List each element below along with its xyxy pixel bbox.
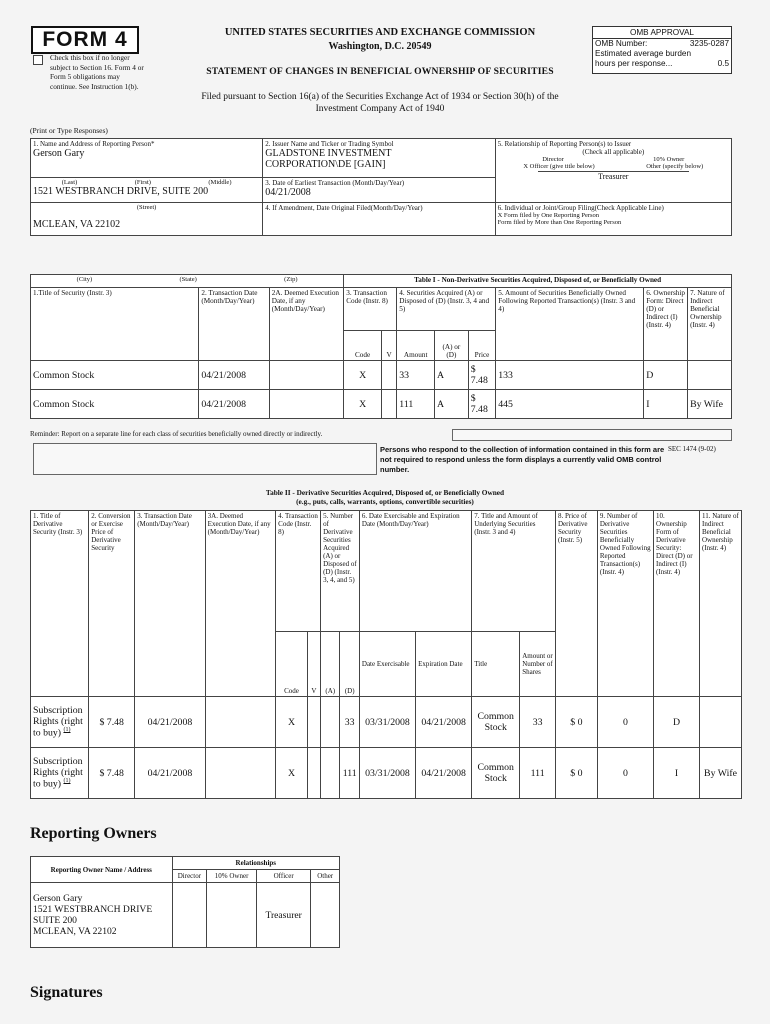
officer-option-label: Officer (give title below) xyxy=(529,163,595,170)
t1-row2-v xyxy=(381,390,396,419)
t2-row2-title-cell xyxy=(31,748,89,799)
name-parts-cell xyxy=(31,178,263,203)
earliest-date-cell xyxy=(263,178,495,203)
reporting-owners-heading: Reporting Owners xyxy=(30,825,157,842)
t2-h9: 9. Number of Derivative Securities Beneficially Owned Following Reported Transaction(s) (Instr. 4) xyxy=(597,511,653,697)
t2-row1-nature xyxy=(700,697,742,748)
omb-number-label: OMB Number: xyxy=(595,39,648,48)
t2-h3a: 3A. Deemed Execution Date, if any (Month/Day/Year) xyxy=(205,511,275,697)
t2-row1-date: 04/21/2008 xyxy=(135,697,205,748)
reporting-owners-table xyxy=(30,856,340,948)
t1-h5: 5. Amount of Securities Beneficially Owned Following Reported Transaction(s) (Instr. 3 and 4) xyxy=(496,288,644,361)
officer-mark: X xyxy=(523,163,529,170)
t2-row2-code: X xyxy=(276,748,308,799)
t1-row2-code: X xyxy=(344,390,382,419)
name-label: 1. Name and Address of Reporting Person* xyxy=(33,140,155,148)
t2-row2-underlying-amount: 111 xyxy=(520,748,556,799)
t1-h4: 4. Securities Acquired (A) or Disposed of (D) (Instr. 3, 4 and 5) xyxy=(397,288,496,331)
no-longer-subject-checkbox[interactable] xyxy=(33,55,43,65)
statement-title: STATEMENT OF CHANGES IN BENEFICIAL OWNERSHIP OF SECURITIES xyxy=(206,66,554,77)
owner-city: MCLEAN, VA 22102 xyxy=(33,926,117,937)
earliest-date: 04/21/2008 xyxy=(265,187,311,198)
t1-row1-price: $ 7.48 xyxy=(468,361,496,390)
city-state-cell xyxy=(31,203,263,236)
form-title: FORM 4 xyxy=(31,26,139,54)
t2-h8: 8. Price of Derivative Security (Instr. 5) xyxy=(555,511,597,697)
signatures-heading: Signatures xyxy=(30,984,103,1001)
agency-city: Washington, D.C. 20549 xyxy=(328,41,432,52)
t1-row1-ad: A xyxy=(435,361,469,390)
t2-row2-date: 04/21/2008 xyxy=(135,748,205,799)
t2-row2-deemed xyxy=(205,748,275,799)
officer-header: Officer xyxy=(256,870,310,883)
t1-row2-form: I xyxy=(644,390,688,419)
t1-row2-amount: 111 xyxy=(397,390,435,419)
agency-name: UNITED STATES SECURITIES AND EXCHANGE COMMISSION xyxy=(224,27,536,38)
relationship-row2 xyxy=(498,163,729,170)
relationship-row1 xyxy=(498,156,729,163)
t2-row2-v xyxy=(307,748,320,799)
reporting-person-street: 1521 WESTBRANCH DRIVE, SUITE 200 xyxy=(33,186,209,197)
table1-title: Table I - Non-Derivative Securities Acquired, Disposed of, or Beneficially Owned xyxy=(344,275,732,288)
street-label: (Street) xyxy=(136,204,157,211)
table2-subtitle: (e.g., puts, calls, warrants, options, convertible securities) xyxy=(296,497,474,506)
owner-address-cell xyxy=(31,883,173,948)
t1-location-labels xyxy=(31,275,344,288)
t2-h4: 4. Transaction Code (Instr. 8) xyxy=(276,511,321,632)
issuer-name-line2: CORPORATION\DE [GAIN] xyxy=(265,159,386,170)
t2-row2-conv: $ 7.48 xyxy=(89,748,135,799)
t2-date-exercisable-header: Date Exercisable xyxy=(359,632,415,697)
issuer-cell xyxy=(263,139,495,178)
name-parts-labels xyxy=(33,179,260,186)
relationship-label: 5. Relationship of Reporting Person(s) to Issuer xyxy=(497,140,632,148)
t1-row2-date: 04/21/2008 xyxy=(199,390,269,419)
owner-name-header: Reporting Owner Name / Address xyxy=(31,857,173,883)
t2-row2-a xyxy=(321,748,340,799)
table2-derivative xyxy=(30,510,742,799)
t2-row2-expiration: 04/21/2008 xyxy=(416,748,472,799)
t2-row1-a xyxy=(321,697,340,748)
owner-other-value xyxy=(311,883,340,948)
filed-pursuant xyxy=(150,91,610,115)
t1-row2-nature: By Wife xyxy=(688,390,732,419)
individual-filing-cell xyxy=(495,203,731,236)
omb-hours-label: hours per response... xyxy=(595,59,673,68)
reporting-person-city: MCLEAN, VA 22102 xyxy=(33,219,121,230)
t1-location-labels-row xyxy=(33,276,341,283)
omb-title: OMB APPROVAL xyxy=(593,27,731,39)
t2-h6: 6. Date Exercisable and Expiration Date (Month/Day/Year) xyxy=(359,511,471,632)
first-label: (First) xyxy=(134,179,151,186)
officer-option xyxy=(523,163,594,170)
last-label: (Last) xyxy=(61,179,78,186)
table2-title: Table II - Derivative Securities Acquired, Disposed of, or Beneficially Owned xyxy=(265,488,505,497)
t2-amount-header: Amount or Number of Shares xyxy=(520,632,556,697)
t1-row2-ad: A xyxy=(435,390,469,419)
owner-suite: SUITE 200 xyxy=(33,915,77,926)
t2-row2-nature: By Wife xyxy=(700,748,742,799)
t2-row1-conv: $ 7.48 xyxy=(89,697,135,748)
other-option: Other (specify below) xyxy=(646,163,704,170)
t2-row1-form: D xyxy=(654,697,700,748)
omb-burden-label: Estimated average burden xyxy=(595,49,692,58)
t1-row1-amount: 33 xyxy=(397,361,435,390)
middle-label: (Middle) xyxy=(208,179,232,186)
t2-v-header: V xyxy=(307,632,320,697)
t2-title-header: Title xyxy=(472,632,520,697)
t1-h1: 1.Title of Security (Instr. 3) xyxy=(31,288,199,361)
gray-box-left xyxy=(33,443,377,475)
print-note: (Print or Type Responses) xyxy=(30,126,108,135)
t2-row2-price: $ 0 xyxy=(555,748,597,799)
t2-h3: 3. Transaction Date (Month/Day/Year) xyxy=(135,511,205,697)
t2-code-header: Code xyxy=(276,632,308,697)
individual-option-2: Form filed by More than One Reporting Person xyxy=(497,219,622,226)
individual-option-1 xyxy=(498,212,729,219)
earliest-date-label: 3. Date of Earliest Transaction (Month/Day/Year) xyxy=(265,179,405,187)
t2-row1-exercisable: 03/31/2008 xyxy=(359,697,415,748)
t2-expiration-header: Expiration Date xyxy=(416,632,472,697)
t1-row1-nature xyxy=(688,361,732,390)
footnote-link[interactable]: (1) xyxy=(63,727,71,734)
individual-option-1-label: Form filed by One Reporting Person xyxy=(503,212,600,219)
individual-filing-label: 6. Individual or Joint/Group Filing(Check Applicable Line) xyxy=(497,204,664,212)
table2-title-block xyxy=(130,488,640,506)
t2-row1-v xyxy=(307,697,320,748)
t2-row1-code: X xyxy=(276,697,308,748)
owner-name: Gerson Gary xyxy=(33,893,83,904)
reporting-person-name: Gerson Gary xyxy=(33,148,85,159)
t2-row2-form: I xyxy=(654,748,700,799)
t2-row1-title-cell xyxy=(31,697,89,748)
ten-pct-option: 10% Owner xyxy=(653,156,685,163)
t1-row xyxy=(31,390,732,419)
t1-row2-deemed xyxy=(269,390,343,419)
check-note: Check this box if no longer subject to Section 16. Form 4 or Form 5 obligations may continue. See Instruction 1(b). xyxy=(50,53,144,91)
table1-nonderivative xyxy=(30,274,732,419)
t1-row1-v xyxy=(381,361,396,390)
t2-row1-underlying: Common Stock xyxy=(472,697,520,748)
t1-amount-header: Amount xyxy=(397,330,435,360)
city-label: (City) xyxy=(76,276,93,283)
t1-h7: 7. Nature of Indirect Beneficial Ownership (Instr. 4) xyxy=(688,288,732,361)
owner-ten-value xyxy=(207,883,257,948)
t2-row1-deemed xyxy=(205,697,275,748)
amendment-label: 4. If Amendment, Date Original Filed(Month/Day/Year) xyxy=(265,204,423,212)
t1-code-header: Code xyxy=(344,330,382,360)
t1-row1-deemed xyxy=(269,361,343,390)
owner-street: 1521 WESTBRANCH DRIVE xyxy=(33,904,153,915)
director-header: Director xyxy=(172,870,207,883)
other-header: Other xyxy=(311,870,340,883)
t2-h2: 2. Conversion or Exercise Price of Derivative Security xyxy=(89,511,135,697)
t2-a-header: (A) xyxy=(321,632,340,697)
t2-row2-underlying: Common Stock xyxy=(472,748,520,799)
t2-row xyxy=(31,748,742,799)
director-option: Director xyxy=(542,156,564,163)
t2-row1-title: Subscription Rights (right to buy) xyxy=(33,705,83,739)
reporting-person-section xyxy=(30,138,732,236)
t2-row1-expiration: 04/21/2008 xyxy=(416,697,472,748)
amendment-cell xyxy=(263,203,495,236)
t2-row2-d: 111 xyxy=(340,748,359,799)
t2-h10: 10. Ownership Form of Derivative Security: Direct (D) or Indirect (I) (Instr. 4) xyxy=(654,511,700,697)
t1-v-header: V xyxy=(381,330,396,360)
ten-pct-header: 10% Owner xyxy=(207,870,257,883)
t1-h2a: 2A. Deemed Execution Date, if any (Month/Day/Year) xyxy=(269,288,343,361)
owner-director-value xyxy=(172,883,207,948)
t1-row1-form: D xyxy=(644,361,688,390)
t1-row xyxy=(31,361,732,390)
omb-hours: 0.5 xyxy=(717,59,729,68)
persons-note: Persons who respond to the collection of information contained in this form are not required to respond unless the form displays a currently valid OMB control number. xyxy=(380,445,665,474)
t2-h5: 5. Number of Derivative Securities Acquired (A) or Disposed of (D) (Instr. 3, 4, and 5) xyxy=(321,511,360,632)
t1-row2-title: Common Stock xyxy=(31,390,199,419)
t2-row2-exercisable: 03/31/2008 xyxy=(359,748,415,799)
sec-number: SEC 1474 (9-02) xyxy=(668,445,716,453)
t2-row xyxy=(31,697,742,748)
t2-d-header: (D) xyxy=(340,632,359,697)
omb-number-row xyxy=(593,39,731,49)
t2-h1: 1. Title of Derivative Security (Instr. 3) xyxy=(31,511,89,697)
issuer-label: 2. Issuer Name and Ticker or Trading Symbol xyxy=(265,140,394,148)
relationships-header: Relationships xyxy=(172,857,339,870)
t2-row1-underlying-amount: 33 xyxy=(520,697,556,748)
t1-row1-title: Common Stock xyxy=(31,361,199,390)
t1-h2: 2. Transaction Date (Month/Day/Year) xyxy=(199,288,269,361)
omb-approval-box xyxy=(592,26,732,74)
reminder-note: Reminder: Report on a separate line for each class of securities beneficially owned directly or indirectly. xyxy=(30,430,323,438)
gray-box-top xyxy=(452,429,732,441)
t1-row2-price: $ 7.48 xyxy=(468,390,496,419)
t2-h11: 11. Nature of Indirect Beneficial Ownership (Instr. 4) xyxy=(700,511,742,697)
zip-label: (Zip) xyxy=(284,276,298,283)
filed-pursuant-line2: Investment Company Act of 1940 xyxy=(315,104,445,114)
omb-burden-row xyxy=(593,49,731,59)
omb-number: 3235-0287 xyxy=(689,39,729,48)
relationship-cell xyxy=(495,139,731,203)
relationship-sub: (Check all applicable) xyxy=(582,148,645,156)
owner-officer-value: Treasurer xyxy=(256,883,310,948)
footnote-link[interactable]: (1) xyxy=(63,778,71,785)
t2-h7: 7. Title and Amount of Underlying Securities (Instr. 3 and 4) xyxy=(472,511,556,632)
t1-row1-code: X xyxy=(344,361,382,390)
t1-h3: 3. Transaction Code (Instr. 8) xyxy=(344,288,397,331)
omb-hours-row xyxy=(593,59,731,69)
t1-aord-header: (A) or (D) xyxy=(435,330,469,360)
t2-row2-title: Subscription Rights (right to buy) xyxy=(33,756,83,790)
individual-1-mark: X xyxy=(497,212,503,219)
t2-row1-price: $ 0 xyxy=(555,697,597,748)
state-label: (State) xyxy=(179,276,197,283)
reporting-person-name-cell xyxy=(31,139,263,178)
t1-row1-owned: 133 xyxy=(496,361,644,390)
t2-row2-owned: 0 xyxy=(597,748,653,799)
issuer-name-line1: GLADSTONE INVESTMENT xyxy=(265,148,392,159)
t2-row1-d: 33 xyxy=(340,697,359,748)
t2-row1-owned: 0 xyxy=(597,697,653,748)
t1-row1-date: 04/21/2008 xyxy=(199,361,269,390)
filed-pursuant-line1: Filed pursuant to Section 16(a) of the Securities Exchange Act of 1934 or Section 30(h) of the xyxy=(201,92,559,102)
t1-row2-owned: 445 xyxy=(496,390,644,419)
t1-price-header: Price xyxy=(468,330,496,360)
t1-h6: 6. Ownership Form: Direct (D) or Indirect (I) (Instr. 4) xyxy=(644,288,688,361)
officer-title: Treasurer xyxy=(538,171,689,181)
